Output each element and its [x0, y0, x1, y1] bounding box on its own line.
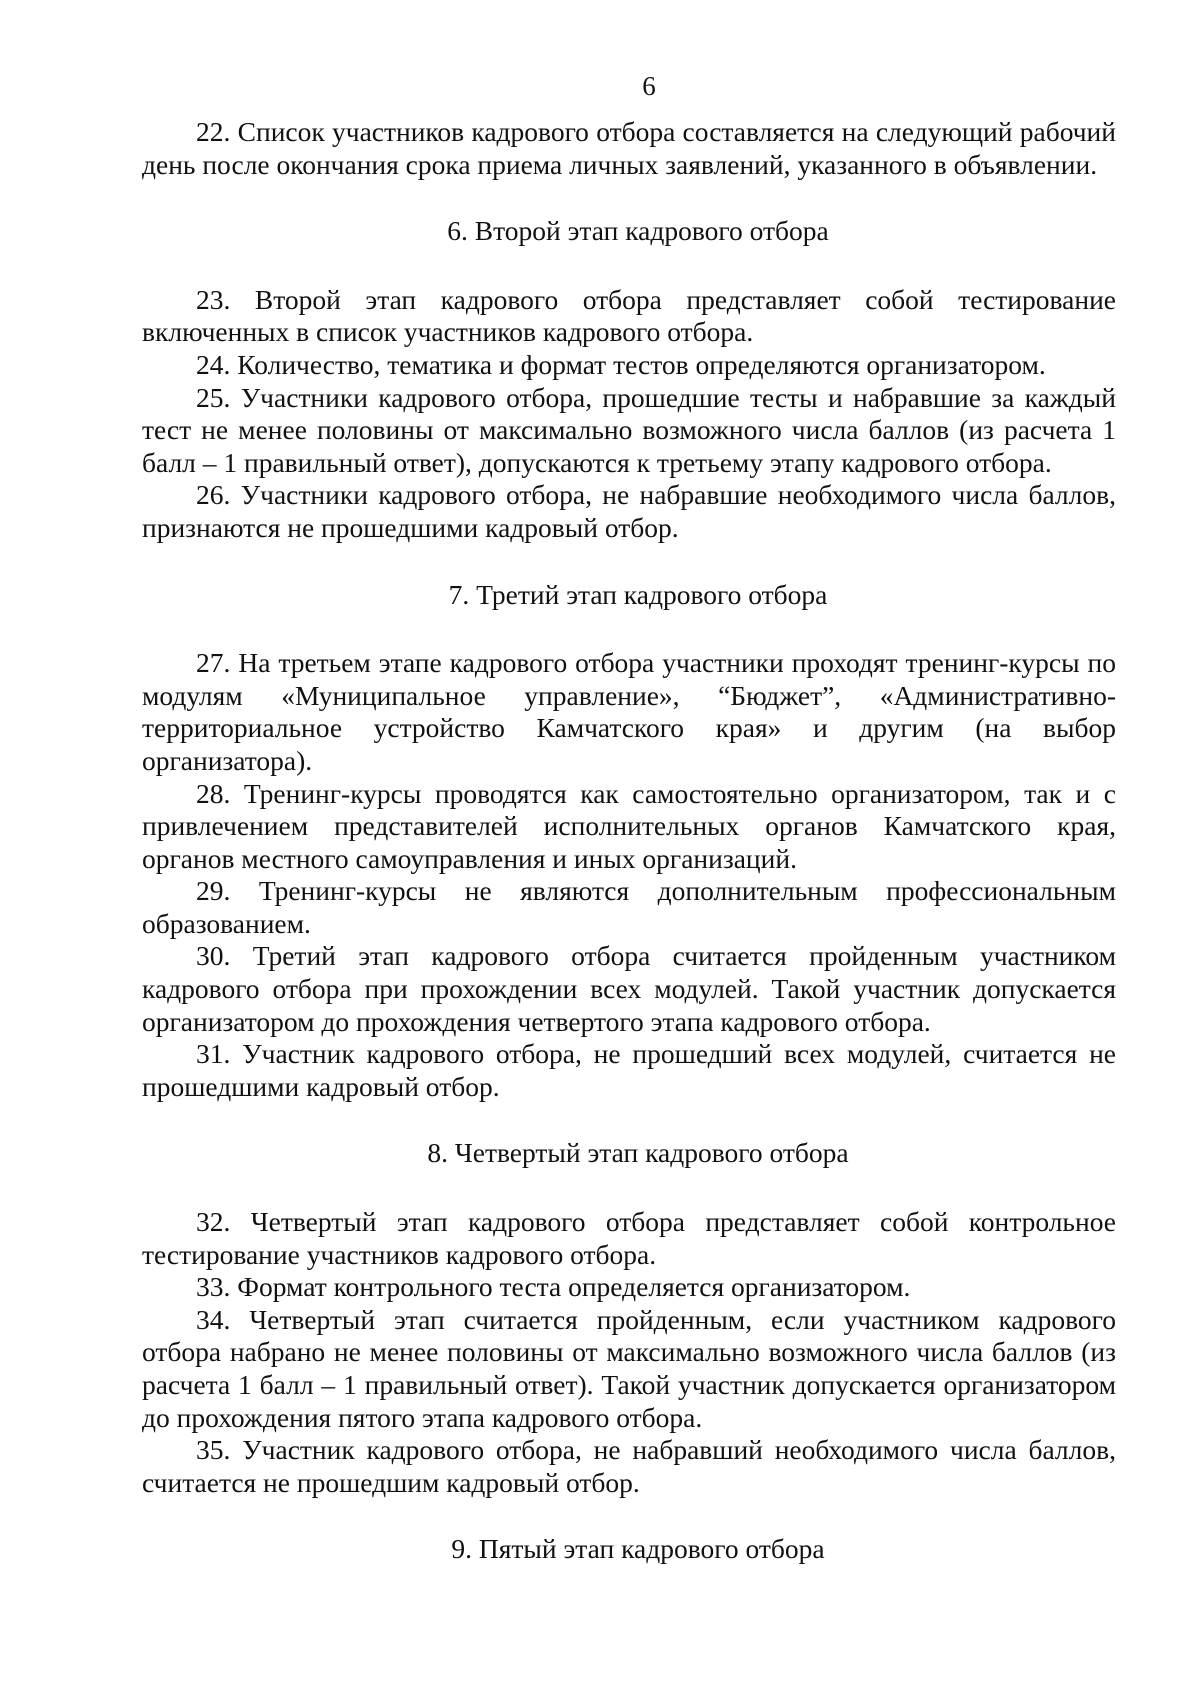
section-6: [142, 215, 1116, 544]
section-8: [142, 1137, 1116, 1499]
section-heading-6: 6. Второй этап кадрового отбора: [447, 215, 829, 247]
paragraph-25: 25. Участники кадрового отбора, прошедшие тесты и набравшие за каждый тест не менее половины от максимально возможного числа баллов (из расчета 1 балл – 1 правильный ответ), допускаются к третьему этапу кадрового отбора.: [142, 381, 1116, 478]
page-number: 6: [642, 71, 656, 101]
paragraph-26: 26. Участники кадрового отбора, не набравшие необходимого числа баллов, признаются не прошедшими кадровый отбор.: [142, 479, 1116, 543]
paragraph-33: 33. Формат контрольного теста определяется организатором.: [196, 1271, 911, 1303]
paragraph-31: 31. Участник кадрового отбора, не прошедший всех модулей, считается не прошедшими кадровый отбор.: [142, 1038, 1116, 1102]
paragraph-30: 30. Третий этап кадрового отбора считается пройденным участником кадрового отбора при прохождении всех модулей. Такой участник допускается организатором до прохождения четвертого этапа кадрового отбора.: [142, 940, 1116, 1037]
section-9: [142, 1533, 1116, 1566]
document-page: [142, 70, 1116, 1602]
paragraph-28: 28. Тренинг-курсы проводятся как самостоятельно организатором, так и с привлечением представителей исполнительных органов Камчатского края, органов местного самоуправления и иных организаций.: [142, 777, 1116, 874]
paragraph-22: 22. Список участников кадрового отбора составляется на следующий рабочий день после окончания срока приема личных заявлений, указанного в объявлении.: [142, 116, 1116, 180]
paragraph-23: 23. Второй этап кадрового отбора представляет собой тестирование включенных в список участников кадрового отбора.: [142, 283, 1116, 348]
paragraph-34: 34. Четвертый этап считается пройденным, если участником кадрового отбора набрано не менее половины от максимально возможного числа баллов (из расчета 1 балл – 1 правильный ответ). Такой участник допускается организатором до прохождения пятого этапа кадрового отбора.: [142, 1303, 1116, 1433]
section-7: [142, 579, 1116, 1104]
paragraph-24: 24. Количество, тематика и формат тестов определяются организатором.: [196, 348, 1046, 380]
paragraph-27: 27. На третьем этапе кадрового отбора участники проходят тренинг-курсы по модулям «Муниципальное управление», “Бюджет”, «Административно-территориальное устройство Камчатского края» и другим (на выбор организатора).: [142, 647, 1116, 776]
section-heading-9: 9. Пятый этап кадрового отбора: [451, 1533, 825, 1565]
section-heading-8: 8. Четвертый этап кадрового отбора: [427, 1137, 849, 1169]
paragraph-35: 35. Участник кадрового отбора, не набравший необходимого числа баллов, считается не прошедшим кадровый отбор.: [142, 1434, 1116, 1498]
section-heading-7: 7. Третий этап кадрового отбора: [448, 578, 828, 610]
paragraph-32: 32. Четвертый этап кадрового отбора представляет собой контрольное тестирование участников кадрового отбора.: [142, 1206, 1116, 1270]
paragraph-29: 29. Тренинг-курсы не являются дополнительным профессиональным образованием.: [142, 875, 1116, 939]
